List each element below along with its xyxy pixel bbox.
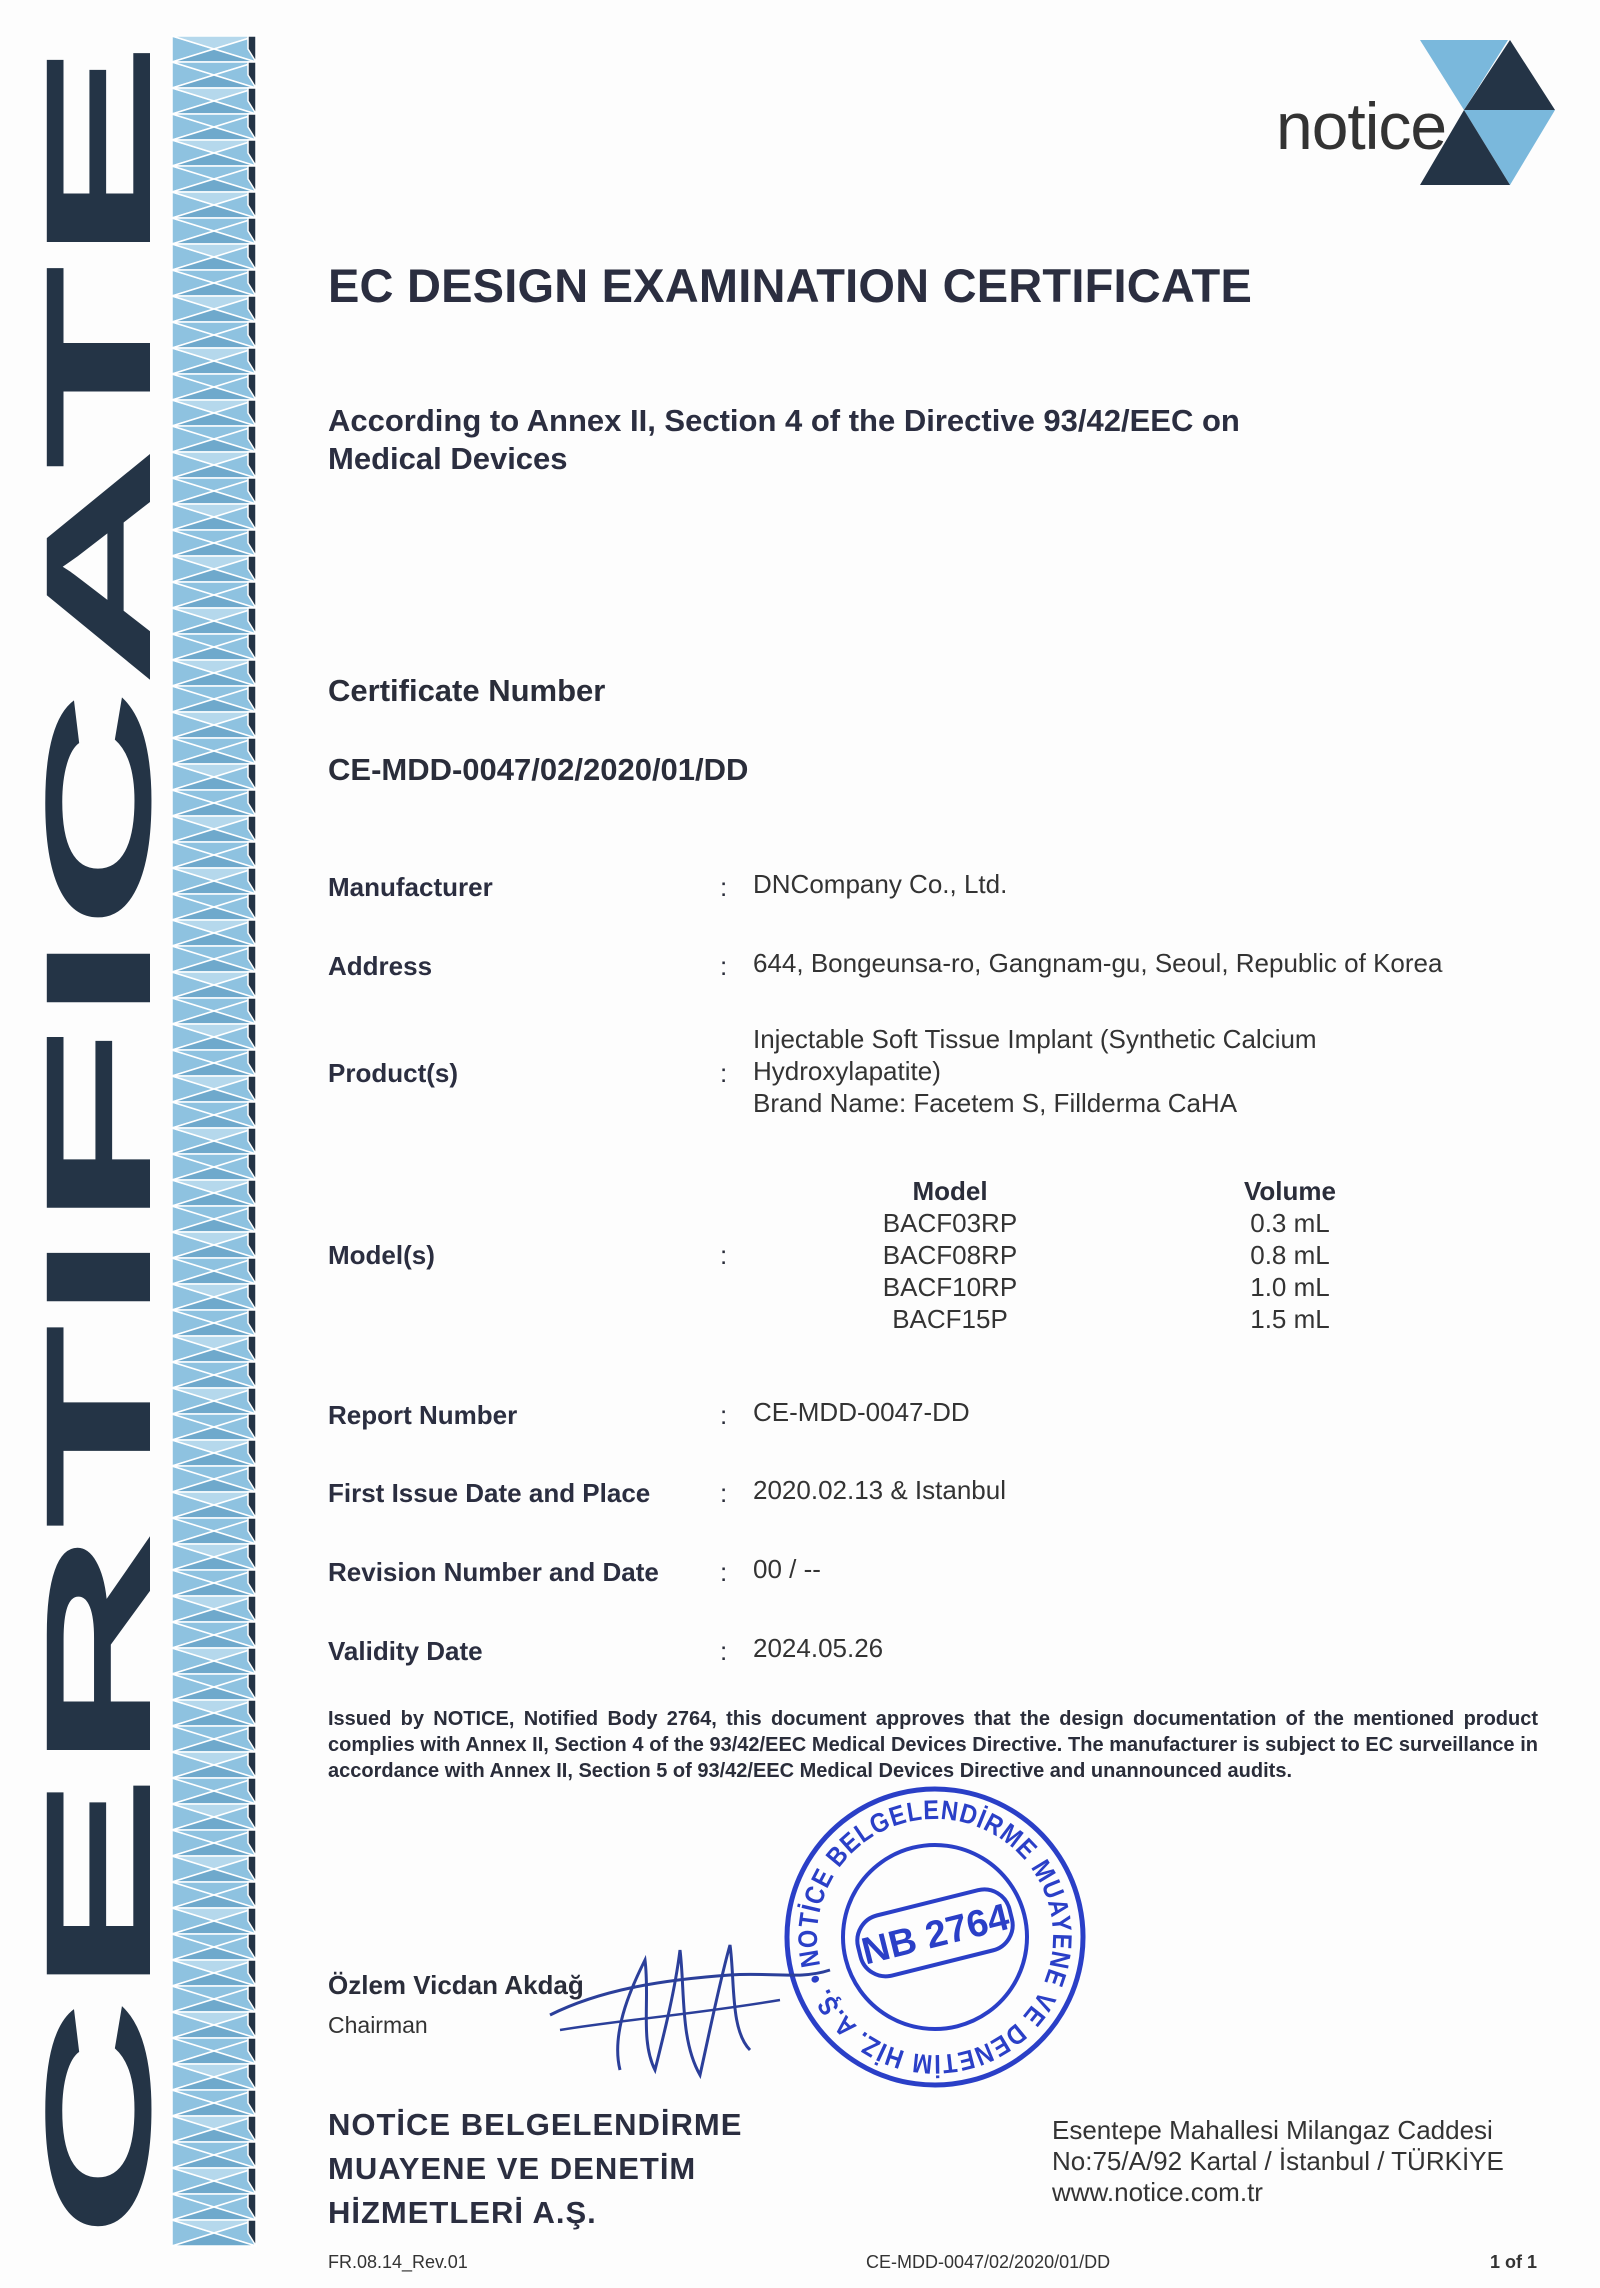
subtitle-line-1: According to Annex II, Section 4 of the Directive 93/42/EEC on bbox=[328, 403, 1240, 438]
directive-subtitle bbox=[328, 402, 1378, 478]
report-number-value: CE-MDD-0047-DD bbox=[753, 1397, 970, 1427]
volume-cell: 0.3 mL bbox=[1250, 1208, 1330, 1238]
colon: : bbox=[720, 1400, 728, 1430]
colon: : bbox=[720, 1478, 728, 1508]
stamp-ring-text: NOTİCE BELGELENDİRME MUAYENE VE DENETİM HİZ. A.Ş. • bbox=[792, 1794, 1078, 2080]
company-line-1: NOTİCE BELGELENDİRME bbox=[328, 2107, 743, 2142]
table-row bbox=[820, 1240, 1400, 1272]
footer-certificate-ref: CE-MDD-0047/02/2020/01/DD bbox=[866, 2252, 1111, 2272]
certificate-number-label: Certificate Number bbox=[328, 673, 606, 708]
address-line-2: No:75/A/92 Kartal / İstanbul / TÜRKİYE bbox=[1052, 2146, 1504, 2176]
model-cell: BACF10RP bbox=[882, 1272, 1018, 1302]
validity-label: Validity Date bbox=[328, 1636, 483, 1666]
subtitle-line-2: Medical Devices bbox=[328, 441, 568, 476]
first-issue-label: First Issue Date and Place bbox=[328, 1478, 651, 1508]
products-value bbox=[753, 1023, 1317, 1119]
signatory-title: Chairman bbox=[328, 2012, 428, 2038]
models-table-header bbox=[820, 1176, 1400, 1208]
triangle-pattern-strip bbox=[172, 36, 256, 2232]
issuance-statement: Issued by NOTICE, Notified Body 2764, this document approves that the design documentation of the mentioned product complies with Annex II, Section 4 of the 93/42/EEC Medical Devices Directive. The manufacturer is subject to EC surveillance in accordance with Annex II, Section 5 of 93/42/EEC Medical Devices Directive and unannounced audits. bbox=[328, 1708, 1538, 1782]
products-label: Product(s) bbox=[328, 1058, 458, 1088]
address-value: 644, Bongeunsa-ro, Gangnam-gu, Seoul, Republic of Korea bbox=[753, 948, 1443, 978]
product-line-1: Injectable Soft Tissue Implant (Synthetic Calcium bbox=[753, 1024, 1317, 1054]
colon: : bbox=[720, 1636, 728, 1666]
volume-column-header: Volume bbox=[1244, 1176, 1336, 1206]
volume-cell: 0.8 mL bbox=[1250, 1240, 1330, 1270]
company-line-2: MUAYENE VE DENETİM bbox=[328, 2151, 697, 2186]
volume-cell: 1.0 mL bbox=[1250, 1272, 1330, 1302]
address-label: Address bbox=[328, 951, 433, 981]
validity-value: 2024.05.26 bbox=[753, 1633, 884, 1663]
table-row bbox=[820, 1208, 1400, 1240]
company-name bbox=[328, 2103, 742, 2235]
table-row bbox=[820, 1304, 1400, 1336]
stamp-center-text: NB 2764 bbox=[857, 1896, 1014, 1974]
model-cell: BACF15P bbox=[892, 1304, 1008, 1334]
company-address bbox=[1052, 2115, 1504, 2208]
handwritten-signature-icon bbox=[540, 1920, 840, 2100]
product-line-3: Brand Name: Facetem S, Fillderma CaHA bbox=[753, 1088, 1238, 1118]
report-number-label: Report Number bbox=[328, 1400, 518, 1430]
company-line-3: HİZMETLERİ A.Ş. bbox=[328, 2195, 597, 2230]
side-certificate-banner bbox=[14, 0, 182, 2288]
colon: : bbox=[720, 1240, 728, 1270]
volume-cell: 1.5 mL bbox=[1250, 1304, 1330, 1334]
signatory-name: Özlem Vicdan Akdağ bbox=[328, 1970, 584, 2000]
logo-wordmark: notice bbox=[1276, 89, 1447, 163]
model-cell: BACF08RP bbox=[882, 1240, 1018, 1270]
colon: : bbox=[720, 1557, 728, 1587]
colon: : bbox=[720, 951, 728, 981]
website-link[interactable]: www.notice.com.tr bbox=[1052, 2177, 1263, 2207]
product-line-2: Hydroxylapatite) bbox=[753, 1056, 941, 1086]
address-line-1: Esentepe Mahallesi Milangaz Caddesi bbox=[1052, 2115, 1493, 2145]
colon: : bbox=[720, 872, 728, 902]
side-certificate-word: CERTIFICATE bbox=[14, 1259, 182, 2240]
model-cell: BACF03RP bbox=[882, 1208, 1018, 1238]
colon: : bbox=[720, 1058, 728, 1088]
manufacturer-value: DNCompany Co., Ltd. bbox=[753, 869, 1008, 899]
revision-value: 00 / -- bbox=[753, 1554, 821, 1584]
revision-label: Revision Number and Date bbox=[328, 1557, 659, 1587]
page-number: 1 of 1 bbox=[1490, 2252, 1538, 2272]
models-table bbox=[820, 1176, 1400, 1336]
models-label: Model(s) bbox=[328, 1240, 435, 1270]
page-title: EC DESIGN EXAMINATION CERTIFICATE bbox=[328, 259, 1252, 312]
table-row bbox=[820, 1272, 1400, 1304]
manufacturer-label: Manufacturer bbox=[328, 872, 493, 902]
certificate-number: CE-MDD-0047/02/2020/01/DD bbox=[328, 752, 749, 787]
first-issue-value: 2020.02.13 & Istanbul bbox=[753, 1475, 1006, 1505]
form-code: FR.08.14_Rev.01 bbox=[328, 2252, 468, 2272]
model-column-header: Model bbox=[912, 1176, 988, 1206]
